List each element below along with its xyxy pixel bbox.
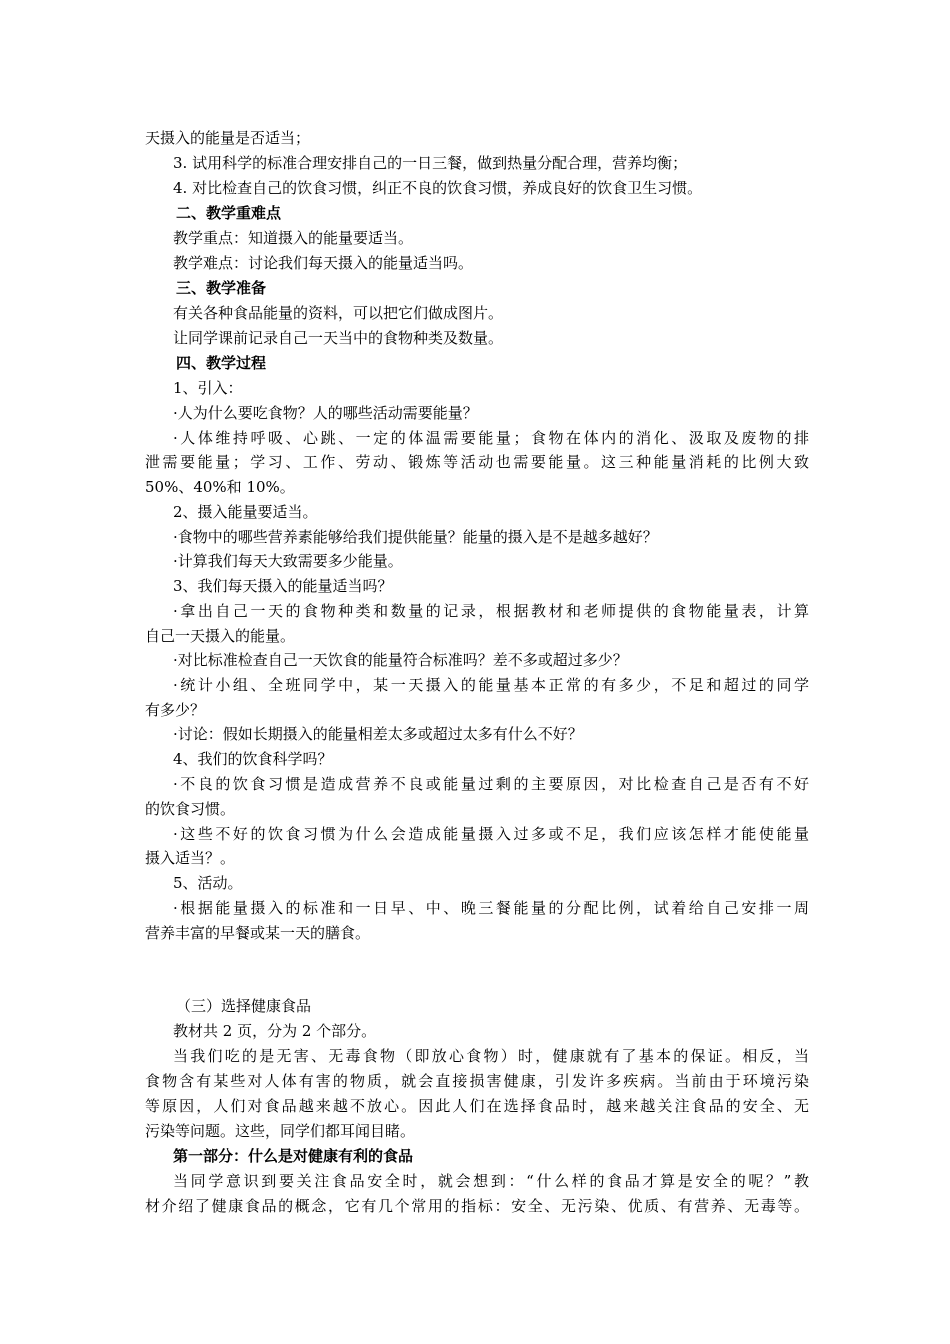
text-line: ·对比标准检查自己一天饮食的能量符合标准吗？差不多或超过多少？	[173, 651, 628, 669]
text-line: 天摄入的能量是否适当；	[145, 129, 311, 147]
text-line: 让同学课前记录自己一天当中的食物种类及数量。	[173, 329, 504, 347]
text-line: ·不良的饮食习惯是造成营养不良或能量过剩的主要原因，对比检查自己是否有不好	[173, 775, 809, 793]
text-line: 2、摄入能量要适当。	[173, 503, 318, 521]
text-line: 有关各种食品能量的资料，可以把它们做成图片。	[173, 304, 504, 322]
text-line: ·讨论：假如长期摄入的能量相差太多或超过太多有什么不好？	[173, 725, 583, 743]
text-line: ·统计小组、全班同学中，某一天摄入的能量基本正常的有多少，不足和超过的同学	[173, 676, 809, 694]
text-line: 当同学意识到要关注食品安全时，就会想到：“什么样的食品才算是安全的呢？”教	[173, 1172, 809, 1190]
text-line: 营养丰富的早餐或某一天的膳食。	[145, 924, 371, 942]
text-line: ·这些不好的饮食习惯为什么会造成能量摄入过多或不足，我们应该怎样才能使能量	[173, 825, 809, 843]
text-line: 自己一天摄入的能量。	[145, 627, 296, 645]
text-line: ·食物中的哪些营养素能够给我们提供能量？能量的摄入是不是越多越好？	[173, 528, 658, 546]
text-line: 4. 对比检查自己的饮食习惯，纠正不良的饮食习惯，养成良好的饮食卫生习惯。	[173, 179, 703, 197]
text-line: 教材共 2 页，分为 2 个部分。	[173, 1022, 377, 1040]
text-line: 4、我们的饮食科学吗？	[173, 750, 333, 768]
text-line: 50%、40%和 10%。	[145, 478, 295, 496]
text-line: ·拿出自己一天的食物种类和数量的记录，根据教材和老师提供的食物能量表，计算	[173, 602, 809, 620]
text-line: 污染等问题。这些，同学们都耳闻目睹。	[145, 1122, 416, 1140]
section-heading: 三、教学准备	[176, 279, 267, 297]
text-line: 的饮食习惯。	[145, 800, 236, 818]
text-line: ·人体维持呼吸、心跳、一定的体温需要能量；食物在体内的消化、汲取及废物的排	[173, 429, 809, 447]
text-line: ·人为什么要吃食物？人的哪些活动需要能量？	[173, 404, 478, 422]
text-line: 3、我们每天摄入的能量适当吗？	[173, 577, 393, 595]
text-line: 食物含有某些对人体有害的物质，就会直接损害健康，引发许多疾病。当前由于环境污染	[145, 1072, 809, 1090]
text-line: 等原因，人们对食品越来越不放心。因此人们在选择食品时，越来越关注食品的安全、无	[145, 1097, 809, 1115]
text-line: ·计算我们每天大致需要多少能量。	[173, 552, 403, 570]
section-heading: 四、教学过程	[176, 354, 267, 372]
section-heading: 二、教学重难点	[176, 204, 282, 222]
section-title: （三）选择健康食品	[176, 997, 312, 1015]
text-line: 教学重点：知道摄入的能量要适当。	[173, 229, 414, 247]
text-line: 材介绍了健康食品的概念，它有几个常用的指标：安全、无污染、优质、有营养、无毒等。	[145, 1197, 809, 1215]
text-line: 有多少？	[145, 701, 206, 719]
text-line: 1、引入：	[173, 379, 243, 397]
text-line: 当我们吃的是无害、无毒食物（即放心食物）时，健康就有了基本的保证。相反，当	[173, 1047, 809, 1065]
text-line: ·根据能量摄入的标准和一日早、中、晚三餐能量的分配比例，试着给自己安排一周	[173, 899, 809, 917]
text-line: 摄入适当？。	[145, 849, 236, 867]
text-line: 3. 试用科学的标准合理安排自己的一日三餐，做到热量分配合理，营养均衡；	[173, 154, 688, 172]
text-line: 教学难点：讨论我们每天摄入的能量适当吗。	[173, 254, 474, 272]
text-line: 5、活动。	[173, 874, 243, 892]
section-heading: 第一部分：什么是对健康有利的食品	[173, 1147, 414, 1165]
text-line: 泄需要能量；学习、工作、劳动、锻炼等活动也需要能量。这三种能量消耗的比例大致	[145, 453, 809, 471]
